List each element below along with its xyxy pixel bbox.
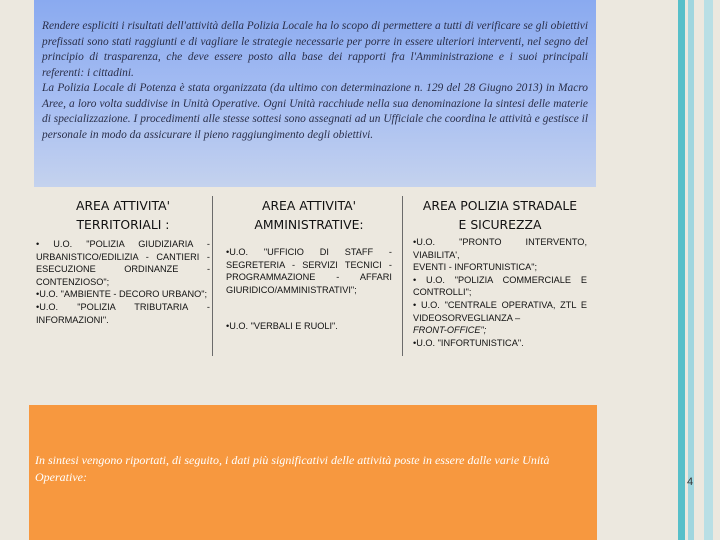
area-title xyxy=(226,196,392,234)
area-title-line-2: E SICUREZZA xyxy=(458,217,542,232)
area-item: •U.O. "UFFICIO DI STAFF - SEGRETERIA - SERVIZI TECNICI - PROGRAMMAZIONE - AFFARI GIURIDICO/AMMINISTRATIVI"; xyxy=(226,247,392,295)
area-item: •U.O. "PRONTO INTERVENTO, VIABILITA', xyxy=(413,237,587,260)
summary-box xyxy=(29,405,597,540)
area-item: •U.O. "AMBIENTE - DECORO URBANO"; xyxy=(36,289,208,300)
area-territoriali xyxy=(36,196,210,326)
decorative-stripe xyxy=(704,0,713,540)
area-item: • U.O. "CENTRALE OPERATIVA, ZTL E VIDEOSORVEGLIANZA – xyxy=(413,299,587,323)
area-item: •U.O. "POLIZIA TRIBUTARIA - INFORMAZIONI". xyxy=(36,301,210,325)
area-title xyxy=(36,196,210,234)
summary-text: In sintesi vengono riportati, di seguito, i dati più significativi delle attività poste in essere dalle varie Unità Operative: xyxy=(35,453,550,484)
area-items xyxy=(413,236,587,349)
area-items xyxy=(36,238,210,326)
intro-paragraph-2: La Polizia Locale di Potenza è stata organizzata (da ultimo con determinazione n. 129 del 28 Giugno 2013) in Macro Aree, a loro volta suddivise in Unità Operative. Ogni Unità racchiude nella sua denominazione la sintesi delle materie di specializzazione. I procedimenti alle stesse sottesi sono assegnati ad un Ufficiale che coordina le attività e gestisce il personale in modo da assicurare il pieno raggiungimento degli obiettivi. xyxy=(42,82,588,141)
area-title-line-1: AREA ATTIVITA' xyxy=(75,198,171,213)
intro-box xyxy=(34,0,596,187)
area-title-line-1: AREA POLIZIA STRADALE xyxy=(422,198,578,213)
area-title-line-1: AREA ATTIVITA' xyxy=(261,198,357,213)
decorative-stripe xyxy=(694,0,704,540)
area-item: • U.O. "POLIZIA COMMERCIALE E CONTROLLI"; xyxy=(413,274,587,298)
area-polizia-stradale xyxy=(413,196,587,349)
area-amministrative xyxy=(226,196,392,333)
area-title-line-2: TERRITORIALI : xyxy=(76,217,170,232)
area-item: •U.O. "VERBALI E RUOLI". xyxy=(226,321,338,332)
area-title-line-2: AMMINISTRATIVE: xyxy=(254,217,364,232)
area-item: FRONT-OFFICE"; xyxy=(413,325,487,336)
column-divider xyxy=(402,196,403,356)
area-items xyxy=(226,246,392,333)
area-title xyxy=(413,196,587,234)
page-number: 4 xyxy=(686,476,694,488)
intro-paragraph-1: Rendere espliciti i risultati dell'attività della Polizia Locale ha lo scopo di permettere a tutti di verificare se gli obiettivi prefissati sono stati raggiunti e di vagliare le strategie necessarie per porre in essere ulteriori interventi, nel segno del principio di trasparenza, che deve essere posto alla base dei rapporti fra l'Amministrazione e i suoi principali referenti: i cittadini. xyxy=(42,20,588,79)
area-item: • U.O. "POLIZIA GIUDIZIARIA - URBANISTICO/EDILIZIA - CANTIERI - ESECUZIONE ORDINANZE -CONTENZIOSO"; xyxy=(36,239,210,287)
column-divider xyxy=(212,196,213,356)
area-item: •U.O. "INFORTUNISTICA". xyxy=(413,337,524,348)
decorative-stripe xyxy=(678,0,685,540)
area-item: EVENTI - INFORTUNISTICA"; xyxy=(413,262,538,273)
spacer xyxy=(226,296,392,320)
